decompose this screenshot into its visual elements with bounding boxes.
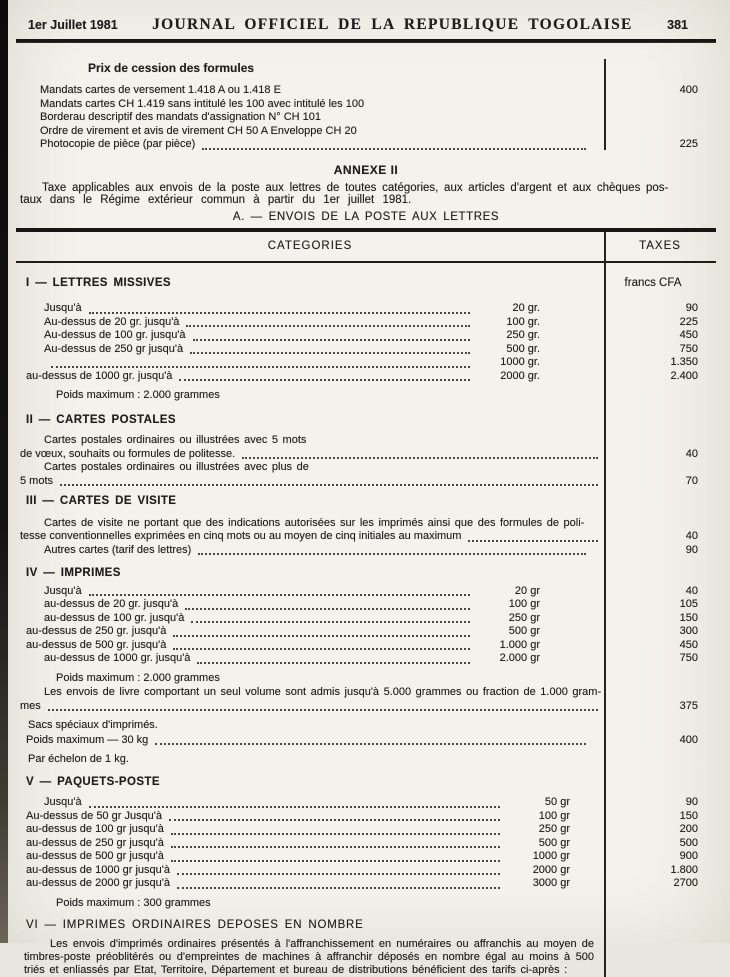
tax-cell	[604, 370, 716, 384]
tax-cell	[604, 389, 716, 403]
formules-row-left	[16, 138, 604, 152]
tax-cell	[604, 837, 716, 851]
formules-row	[16, 125, 716, 139]
tax-cell	[604, 938, 716, 977]
weight-value: 250 gr	[508, 611, 540, 624]
table-section-I	[16, 263, 716, 403]
tax-value: 500	[679, 836, 698, 849]
dot-leader	[177, 864, 500, 876]
tax-value: 400	[679, 84, 698, 96]
section-heading	[16, 414, 716, 428]
formules-row-label: Mandats cartes de versement 1.418 A ou 1.418 E	[40, 84, 281, 96]
tariff-row	[16, 356, 716, 370]
wrapped-line1: Cartes postales ordinaires ou illustrées avec plus de	[44, 461, 309, 473]
tariff-row-left	[16, 652, 604, 666]
dot-leader	[89, 796, 500, 808]
tariff-row-left	[16, 837, 604, 851]
tariff-row	[16, 639, 716, 653]
note-text: Poids maximum : 300 grammes	[56, 896, 211, 909]
weight-value: 100 gr.	[506, 315, 540, 328]
tariff-label: au-dessus de 100 gr jusqu'à	[26, 823, 164, 835]
formules-row-label: Photocopie de pièce (par pièce)	[40, 138, 196, 150]
tax-cell	[604, 302, 716, 316]
tax-cell	[604, 517, 716, 544]
note-left	[16, 719, 604, 733]
section-heading-right	[604, 277, 716, 291]
tax-cell	[604, 598, 716, 612]
formules-row-label: Ordre de virement et avis de virement CH 50 A Enveloppe CH 20	[40, 124, 357, 137]
annexe-title: ANNEXE II	[333, 162, 399, 177]
table-section-III	[16, 488, 716, 557]
tax-value: 150	[679, 611, 698, 624]
tax-value: 90	[685, 796, 698, 808]
wrapped-text	[16, 461, 604, 488]
tax-value: 90	[685, 302, 698, 314]
tax-cell	[604, 753, 716, 767]
section-rows	[16, 938, 716, 977]
weight-value: 1000 gr	[532, 850, 570, 862]
formules-row-left	[16, 111, 604, 125]
tariff-row	[16, 370, 716, 384]
tariff-row-left	[16, 585, 604, 599]
tariff-row-left	[16, 370, 604, 384]
section-heading-label: VI — IMPRIMES ORDINAIRES DEPOSES EN NOMBRE	[26, 919, 364, 931]
tax-value: 225	[679, 315, 698, 328]
tax-value: 105	[679, 598, 698, 610]
dot-leader	[51, 356, 470, 368]
column-header-taxes: TAXES	[639, 240, 681, 252]
tariff-label: au-dessus de 20 gr. jusqu'à	[44, 598, 179, 610]
weight-value: 20 gr.	[512, 302, 540, 314]
tariff-row	[16, 316, 716, 330]
note-row	[16, 389, 716, 403]
tax-value: 150	[679, 809, 698, 822]
weight-value: 2000 gr.	[500, 369, 540, 382]
paragraph-row	[16, 938, 716, 977]
tariff-row	[16, 850, 716, 864]
tax-value: 750	[679, 342, 698, 355]
tax-cell	[604, 686, 716, 713]
dot-leader	[179, 370, 470, 382]
note-left	[16, 672, 604, 686]
wrapped-line1: Cartes postales ordinaires ou illustrées avec 5 mots	[44, 434, 307, 446]
tax-cell	[604, 625, 716, 639]
tax-cell	[604, 138, 716, 152]
note-left	[16, 389, 604, 403]
formules-row-left	[16, 84, 604, 98]
tax-value: 750	[679, 652, 698, 664]
dot-leader	[198, 544, 586, 556]
dot-leader	[60, 475, 598, 487]
formules-vertical-rule	[604, 59, 606, 150]
formules-title: Prix de cession des formules	[88, 61, 255, 75]
tax-cell	[604, 316, 716, 330]
tax-value: 400	[679, 733, 698, 746]
tax-cell	[604, 897, 716, 911]
section-rows	[16, 434, 716, 488]
tariff-label: Au-dessus de 100 gr. jusqu'à	[44, 329, 186, 341]
tariff-label: Jusqu'à	[44, 584, 82, 597]
wrapped-tariff-row	[16, 461, 716, 488]
wrapped-text	[16, 517, 604, 544]
tariff-row	[16, 734, 716, 748]
weight-value: 500 gr.	[506, 342, 540, 355]
tax-value: 2700	[673, 877, 698, 889]
weight-value: 250 gr	[538, 823, 570, 835]
tariff-row-left	[16, 864, 604, 878]
section-heading-left	[26, 919, 604, 933]
formules-section	[16, 61, 716, 152]
section-heading-right	[604, 919, 716, 933]
note-text: Poids maximum : 2.000 grammes	[56, 671, 220, 684]
dot-leader	[468, 530, 598, 542]
note-row	[16, 719, 716, 733]
tariff-label: au-dessus de 1000 gr. jusqu'à	[44, 652, 191, 664]
tax-cell	[604, 98, 716, 112]
tariff-row-left	[16, 329, 604, 343]
tariff-row	[16, 864, 716, 878]
dot-leader	[242, 448, 598, 460]
section-heading-left	[26, 567, 604, 581]
note-left	[16, 753, 604, 767]
tariff-row	[16, 302, 716, 316]
tax-cell	[604, 111, 716, 125]
tariff-label: Autres cartes (tarif des lettres)	[44, 543, 192, 556]
tax-cell	[604, 823, 716, 837]
wrapped-tariff-row	[16, 686, 716, 713]
wrapped-line2	[16, 530, 604, 544]
weight-value: 50 gr	[544, 796, 570, 808]
note-row	[16, 897, 716, 911]
table-section-V	[16, 768, 716, 911]
dot-leader	[177, 877, 500, 889]
tariff-row	[16, 877, 716, 891]
issue-date: 1er Juillet 1981	[28, 18, 118, 32]
tax-value: 1.350	[670, 356, 698, 368]
section-heading-right	[604, 414, 716, 428]
tariff-label: au-dessus de 250 gr. jusqu'à	[26, 625, 167, 637]
tariff-label: au-dessus de 100 gr. jusqu'à	[44, 611, 185, 624]
dot-leader	[171, 837, 500, 849]
tax-cell	[604, 84, 716, 98]
weight-value: 1.000 gr	[499, 638, 540, 651]
weight-value: 500 gr	[508, 625, 540, 637]
section-heading	[16, 567, 716, 581]
dot-leader	[197, 652, 470, 664]
tariff-row-left	[16, 343, 604, 357]
tax-cell	[604, 850, 716, 864]
wrapped-tariff-row	[16, 517, 716, 544]
wrapped-tariff-row	[16, 434, 716, 461]
section-rows	[16, 796, 716, 910]
tariff-label: Poids maximum — 30 kg	[26, 733, 149, 746]
tariff-label: Au-dessus de 20 gr. jusqu'à	[44, 315, 180, 328]
tax-cell	[604, 343, 716, 357]
tax-value: 90	[685, 543, 698, 556]
weight-value: 1000 gr.	[500, 356, 540, 368]
section-heading	[16, 919, 716, 933]
section-heading-left	[26, 277, 604, 291]
note-text: Poids maximum : 2.000 grammes	[56, 389, 220, 401]
section-heading-right	[604, 495, 716, 509]
weight-value: 3000 gr	[532, 877, 570, 889]
wrapped-line1: Cartes de visite ne portant que des indications autorisées sur les imprimés ainsi que des formules de poli-	[44, 516, 585, 529]
tax-cell	[604, 672, 716, 686]
tariff-label: Au-dessus de 50 gr Jusqu'à	[26, 809, 163, 822]
tariff-row-left	[16, 877, 604, 891]
tax-cell	[604, 652, 716, 666]
tax-value: 450	[679, 329, 698, 341]
tariff-row	[16, 625, 716, 639]
tariff-row	[16, 329, 716, 343]
tariff-label: au-dessus de 1000 gr. jusqu'à	[26, 369, 173, 382]
wrapped-line2	[16, 700, 604, 714]
tax-value: 70	[685, 474, 698, 487]
wrapped-line2-text: tesse conventionnelles exprimées en cinq mots ou au moyen de cinq initiales au maximum	[20, 530, 462, 542]
tax-value: 450	[679, 638, 698, 651]
section-rows	[16, 585, 716, 767]
tariff-row-left	[16, 850, 604, 864]
section-heading-left	[26, 776, 604, 790]
tariff-row-left	[16, 316, 604, 330]
tax-cell	[604, 125, 716, 139]
tax-cell	[604, 639, 716, 653]
tax-cell	[604, 612, 716, 626]
tax-value: 225	[679, 138, 698, 150]
dot-leader	[171, 823, 500, 835]
annexe-block	[16, 163, 716, 223]
note-left	[16, 897, 604, 911]
tariff-row-left	[16, 598, 604, 612]
weight-value: 100 gr	[508, 598, 540, 610]
journal-title: JOURNAL OFFICIEL DE LA REPUBLIQUE TOGOLAISE	[152, 16, 633, 33]
wrapped-line2	[16, 448, 604, 462]
wrapped-text	[16, 686, 604, 713]
section-heading-label: IV — IMPRIMES	[26, 567, 121, 579]
tax-value: 40	[685, 530, 698, 542]
tax-cell	[604, 585, 716, 599]
annexe-subtitle: A. — ENVOIS DE LA POSTE AUX LETTRES	[232, 210, 500, 223]
tariff-row	[16, 612, 716, 626]
tax-value: 40	[685, 584, 698, 597]
annexe-paragraph-line1: Taxe applicables aux envois de la poste aux lettres de toutes catégories, aux articles d'argent et aux chèques pos-	[42, 181, 669, 194]
dot-leader	[190, 343, 470, 355]
tariff-label: Jusqu'à	[44, 796, 82, 808]
tax-value: 2.400	[670, 369, 698, 382]
tariff-row-left	[16, 544, 604, 558]
dot-leader	[191, 612, 470, 624]
note-text: Sacs spéciaux d'imprimés.	[28, 719, 158, 731]
weight-value: 20 gr	[514, 584, 540, 597]
tax-value: 40	[685, 447, 698, 460]
tariff-label: au-dessus de 1000 gr jusqu'à	[26, 863, 170, 876]
formules-row	[16, 111, 716, 125]
tariff-row	[16, 652, 716, 666]
tariff-row-left	[16, 823, 604, 837]
page-number: 381	[667, 18, 688, 32]
tariff-label: Jusqu'à	[44, 302, 82, 314]
formules-row-left	[16, 98, 604, 112]
dot-leader	[193, 329, 470, 341]
tax-value: 200	[679, 823, 698, 835]
table-body	[16, 263, 716, 977]
section-heading	[16, 495, 716, 509]
dot-leader	[202, 138, 586, 150]
table-section-IV	[16, 557, 716, 767]
section-heading	[16, 277, 716, 291]
tariff-row-left	[16, 356, 604, 370]
table-vertical-rule	[604, 232, 606, 977]
wrapped-line1: Les envois de livre comportant un seul volume sont admis jusqu'à 5.000 grammes ou fraction de 1.000 gram-	[44, 686, 602, 698]
tariff-label: au-dessus de 2000 gr jusqu'à	[26, 877, 170, 889]
note-row	[16, 672, 716, 686]
table-header-row	[16, 232, 716, 261]
tariff-label: au-dessus de 250 gr jusqu'à	[26, 836, 164, 849]
tax-value: 300	[679, 625, 698, 637]
dot-leader	[48, 700, 598, 712]
table-section-VI	[16, 911, 716, 977]
weight-value: 250 gr.	[506, 329, 540, 341]
tax-cell	[604, 329, 716, 343]
tax-cell	[604, 719, 716, 733]
formules-row	[16, 98, 716, 112]
tariff-row	[16, 544, 716, 558]
section-heading-right	[604, 567, 716, 581]
formules-row	[16, 138, 716, 152]
weight-value: 2.000 gr	[499, 652, 540, 664]
tariff-row-left	[16, 302, 604, 316]
tax-cell	[604, 434, 716, 461]
tax-cell	[604, 810, 716, 824]
tariff-row-left	[16, 612, 604, 626]
tax-cell	[604, 356, 716, 370]
tariff-label: au-dessus de 500 gr jusqu'à	[26, 850, 164, 862]
weight-value: 100 gr	[538, 809, 570, 822]
tax-value: 375	[679, 699, 698, 712]
tax-cell	[604, 796, 716, 810]
section-heading-label: V — PAQUETS-POSTE	[26, 775, 160, 788]
tax-cell	[604, 864, 716, 878]
masthead	[16, 16, 716, 34]
dot-leader	[171, 850, 500, 862]
section-heading-label: III — CARTES DE VISITE	[26, 495, 177, 507]
wrapped-line2-text: de vœux, souhaits ou formules de politesse.	[20, 447, 236, 460]
dot-leader	[173, 625, 470, 637]
section-rows	[16, 302, 716, 403]
weight-value: 2000 gr	[532, 863, 570, 876]
wrapped-line2-text: 5 mots	[20, 474, 54, 487]
tariff-table	[16, 228, 716, 977]
tariff-row	[16, 823, 716, 837]
dot-leader	[186, 316, 470, 328]
section-heading-label: II — CARTES POSTALES	[26, 413, 176, 426]
tariff-row-left	[16, 810, 604, 824]
formules-row	[16, 84, 716, 98]
note-row	[16, 753, 716, 767]
dot-leader	[155, 734, 586, 746]
weight-value: 500 gr	[538, 836, 570, 849]
section-rows	[16, 517, 716, 558]
section-heading	[16, 776, 716, 790]
column-header-categories: CATEGORIES	[267, 240, 353, 252]
tariff-row	[16, 837, 716, 851]
annexe-paragraph-line2: taux dans le Régime extérieur commun à partir du 1er juillet 1981.	[20, 193, 412, 206]
tariff-row-left	[16, 625, 604, 639]
tariff-row-left	[16, 796, 604, 810]
section-heading-left	[26, 414, 604, 428]
tax-cell	[604, 544, 716, 558]
tariff-row-left	[16, 734, 604, 748]
section-heading-right	[604, 776, 716, 790]
dot-leader	[89, 302, 470, 314]
tariff-row-left	[16, 639, 604, 653]
tax-value: 1.800	[670, 863, 698, 876]
tariff-row	[16, 598, 716, 612]
tariff-row	[16, 343, 716, 357]
section-heading-left	[26, 495, 604, 509]
formules-rows	[16, 84, 716, 152]
tariff-label: Au-dessus de 250 gr jusqu'à	[44, 342, 184, 355]
wrapped-text	[16, 434, 604, 461]
tax-cell	[604, 734, 716, 748]
dot-leader	[173, 639, 470, 651]
section-heading-label: I — LETTRES MISSIVES	[26, 276, 171, 289]
tariff-label: au-dessus de 500 gr. jusqu'à	[26, 638, 167, 651]
dot-leader	[89, 585, 470, 597]
formules-row-label: Mandats cartes CH 1.419 sans intitulé les 100 avec intitulé les 100	[40, 97, 365, 110]
dot-leader	[185, 598, 470, 610]
tariff-row	[16, 796, 716, 810]
currency-note: francs CFA	[624, 276, 682, 289]
formules-row-left	[16, 125, 604, 139]
table-section-II	[16, 404, 716, 489]
tariff-row	[16, 810, 716, 824]
note-text: Par échelon de 1 kg.	[28, 753, 129, 765]
masthead-rule	[16, 39, 716, 43]
dot-leader	[169, 810, 500, 822]
wrapped-line2-text: mes	[20, 699, 41, 712]
formules-row-label: Borderau descriptif des mandats d'assignation N° CH 101	[40, 111, 322, 123]
scan-gutter-shadow	[0, 0, 8, 943]
paragraph-text: Les envois d'imprimés ordinaires présentés à l'affranchissement en numéraires ou affranchis au moyen de timbres-poste préoblitérés ou d'empreintes de machines à affranchir déposés en nombre égal au moins à 500 triés et enliassés par Etat, Territoire, Département et bureau de distributions bénéficient des tarifs ci-après :	[24, 937, 594, 976]
tax-cell	[604, 877, 716, 891]
tariff-row	[16, 585, 716, 599]
tax-cell	[604, 461, 716, 488]
wrapped-line2	[16, 475, 604, 489]
tax-value: 900	[679, 850, 698, 862]
